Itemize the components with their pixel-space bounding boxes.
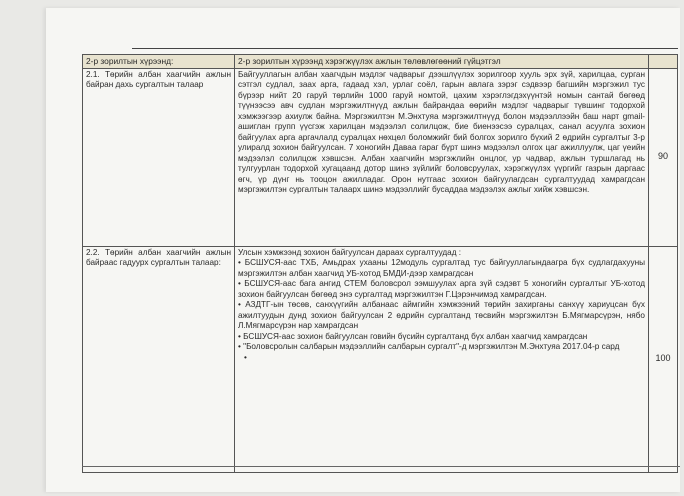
list-item: • БСШУСЯ-аас зохион байгуулсан говийн бүсийн сургалтанд бүх албан хаагчид хамрагдсан xyxy=(238,332,645,343)
header-objective: 2-р зорилтын хүрээнд: xyxy=(83,55,235,69)
row-label: 2.1. Төрийн албан хаагчийн ажлын байран дахь сургалтын талаар xyxy=(83,68,235,246)
header-score xyxy=(649,55,678,69)
list-item: • БСШУСЯ-аас ТХБ, Амьдрах ухааны 12модуль сургалтад тус байгууллагындаагра бүх судлагдахууны мэргэжилтэн албан хаагчид УБ-хотод БМДИ-дээр хамрагдсан xyxy=(238,258,645,279)
row-content xyxy=(235,246,649,472)
header-performance: 2-р зорилтын хүрээнд хэрэгжүүлэх ажлын төлөвлөгөөний гүйцэтгэл xyxy=(235,55,649,69)
row-text: Байгууллагын албан хаагчдын мэдлэг чадварыг дээшлүүлэх зорилгоор хууль эрх зүй, харилцаа, сурган сэтгэл судлал, зааx арга, гадаад хэл, урлаг соёл, гарын авлага зэрэг сэдвээр багшийн мэргэжил тус бүрээр нийт 20 гаруй төрлийн 1000 гаруй номтой, цахим хэрэглэгдэхүүнтэй номын сантай бөгөөд түүнээсээ авч судлан мэргэжилтнүүд ажлын байрандаа өөрийн мэдлэг чадварыг түвшинг тодорхой хэмжээгээр ахиулж байна. Мэргэжилтэн М.Энхтуяа мэргэжилтнүүд болон мэдээллээйн баш нарт gmail-ашиглан групп үүсгэж харилцан мэдээлэл солилцож, бие биенээсээ суралцах, санал асуулга зохион байгуулах арга аргачлалд суралцах нөхцөл боломжийг бий болгох зорилго бүхий 2 өдрийн сургалтыг 3-р улиралд зохион байгуулсан. 7 хоногийн Даваа гараг бүрт шинэ мэдээлэл олгох цаг ажиллуулж, цаг үеийн мэдээлэл солилцож хэвшсэн. Албан хаагчийн мэргэжлийн онцлог, ур чадвар, ажлын туршлагад нь тулгуурлан тодорхой хугацаанд дотор шинэ зүйлийг боловсруулах, хэрэгжүүлэх үүргийг газрын даргаас өгч, үр дүнг нь тооцон ажилладаг. Орон нутгаас зохион байгуулагдсан сургалтуудад хамрагдсан мэргэжилтэн сургалтын талаарх шинэ мэдээллийг бусаддаа мэдээлэх ажлыг хийж хэвшсэн. xyxy=(235,68,649,246)
row-score: 100 xyxy=(649,246,678,472)
table-row xyxy=(83,68,678,246)
table-header-row xyxy=(83,55,678,69)
table-row xyxy=(83,246,678,472)
table-top-rule xyxy=(132,48,678,49)
list-item: • БСШУСЯ-аас бага ангид СТЕМ боловсрол ээмшуулах арга зүй сэдэвт 5 хоногийн сургалтыг УБ-хотод зохион байгуулсан бөгөөд энэ сургалтад мэргэжилтэн Г.Цэрэнчимэд хамрагдсан. xyxy=(238,279,645,300)
empty-bullet: • xyxy=(244,352,247,362)
row-label: 2.2. Төрийн албан хаагчийн ажлын байраас гадуурх сургалтын талаар: xyxy=(83,246,235,472)
row-score: 90 xyxy=(649,68,678,246)
list-item: • АЗДТГ-ын төсөв, санхүүгийн албанаас аймгийн хэмжээний төрийн захирганы санхүү хариуцсан бүх ажилтуудын дунд зохион байгуулсан 2 өдрийн сургалтанд төсвийн мэргэжилтэн Б.Мягмарсүрэн, нябо Л.Мягмарсүрэн нар хамрагдсан xyxy=(238,300,645,332)
document-page xyxy=(46,8,680,492)
row-intro: Улсын хэмжээнд зохион байгуулсан дараах сургалтуудад : xyxy=(238,247,462,257)
page-bottom-rule xyxy=(82,466,680,467)
list-item: • "Боловсролын салбарын мэдээллийн салбарын сургалт"-д мэргэжилтэн М.Энхтуяа 2017.04-р сард xyxy=(238,342,645,353)
performance-table xyxy=(82,54,678,473)
